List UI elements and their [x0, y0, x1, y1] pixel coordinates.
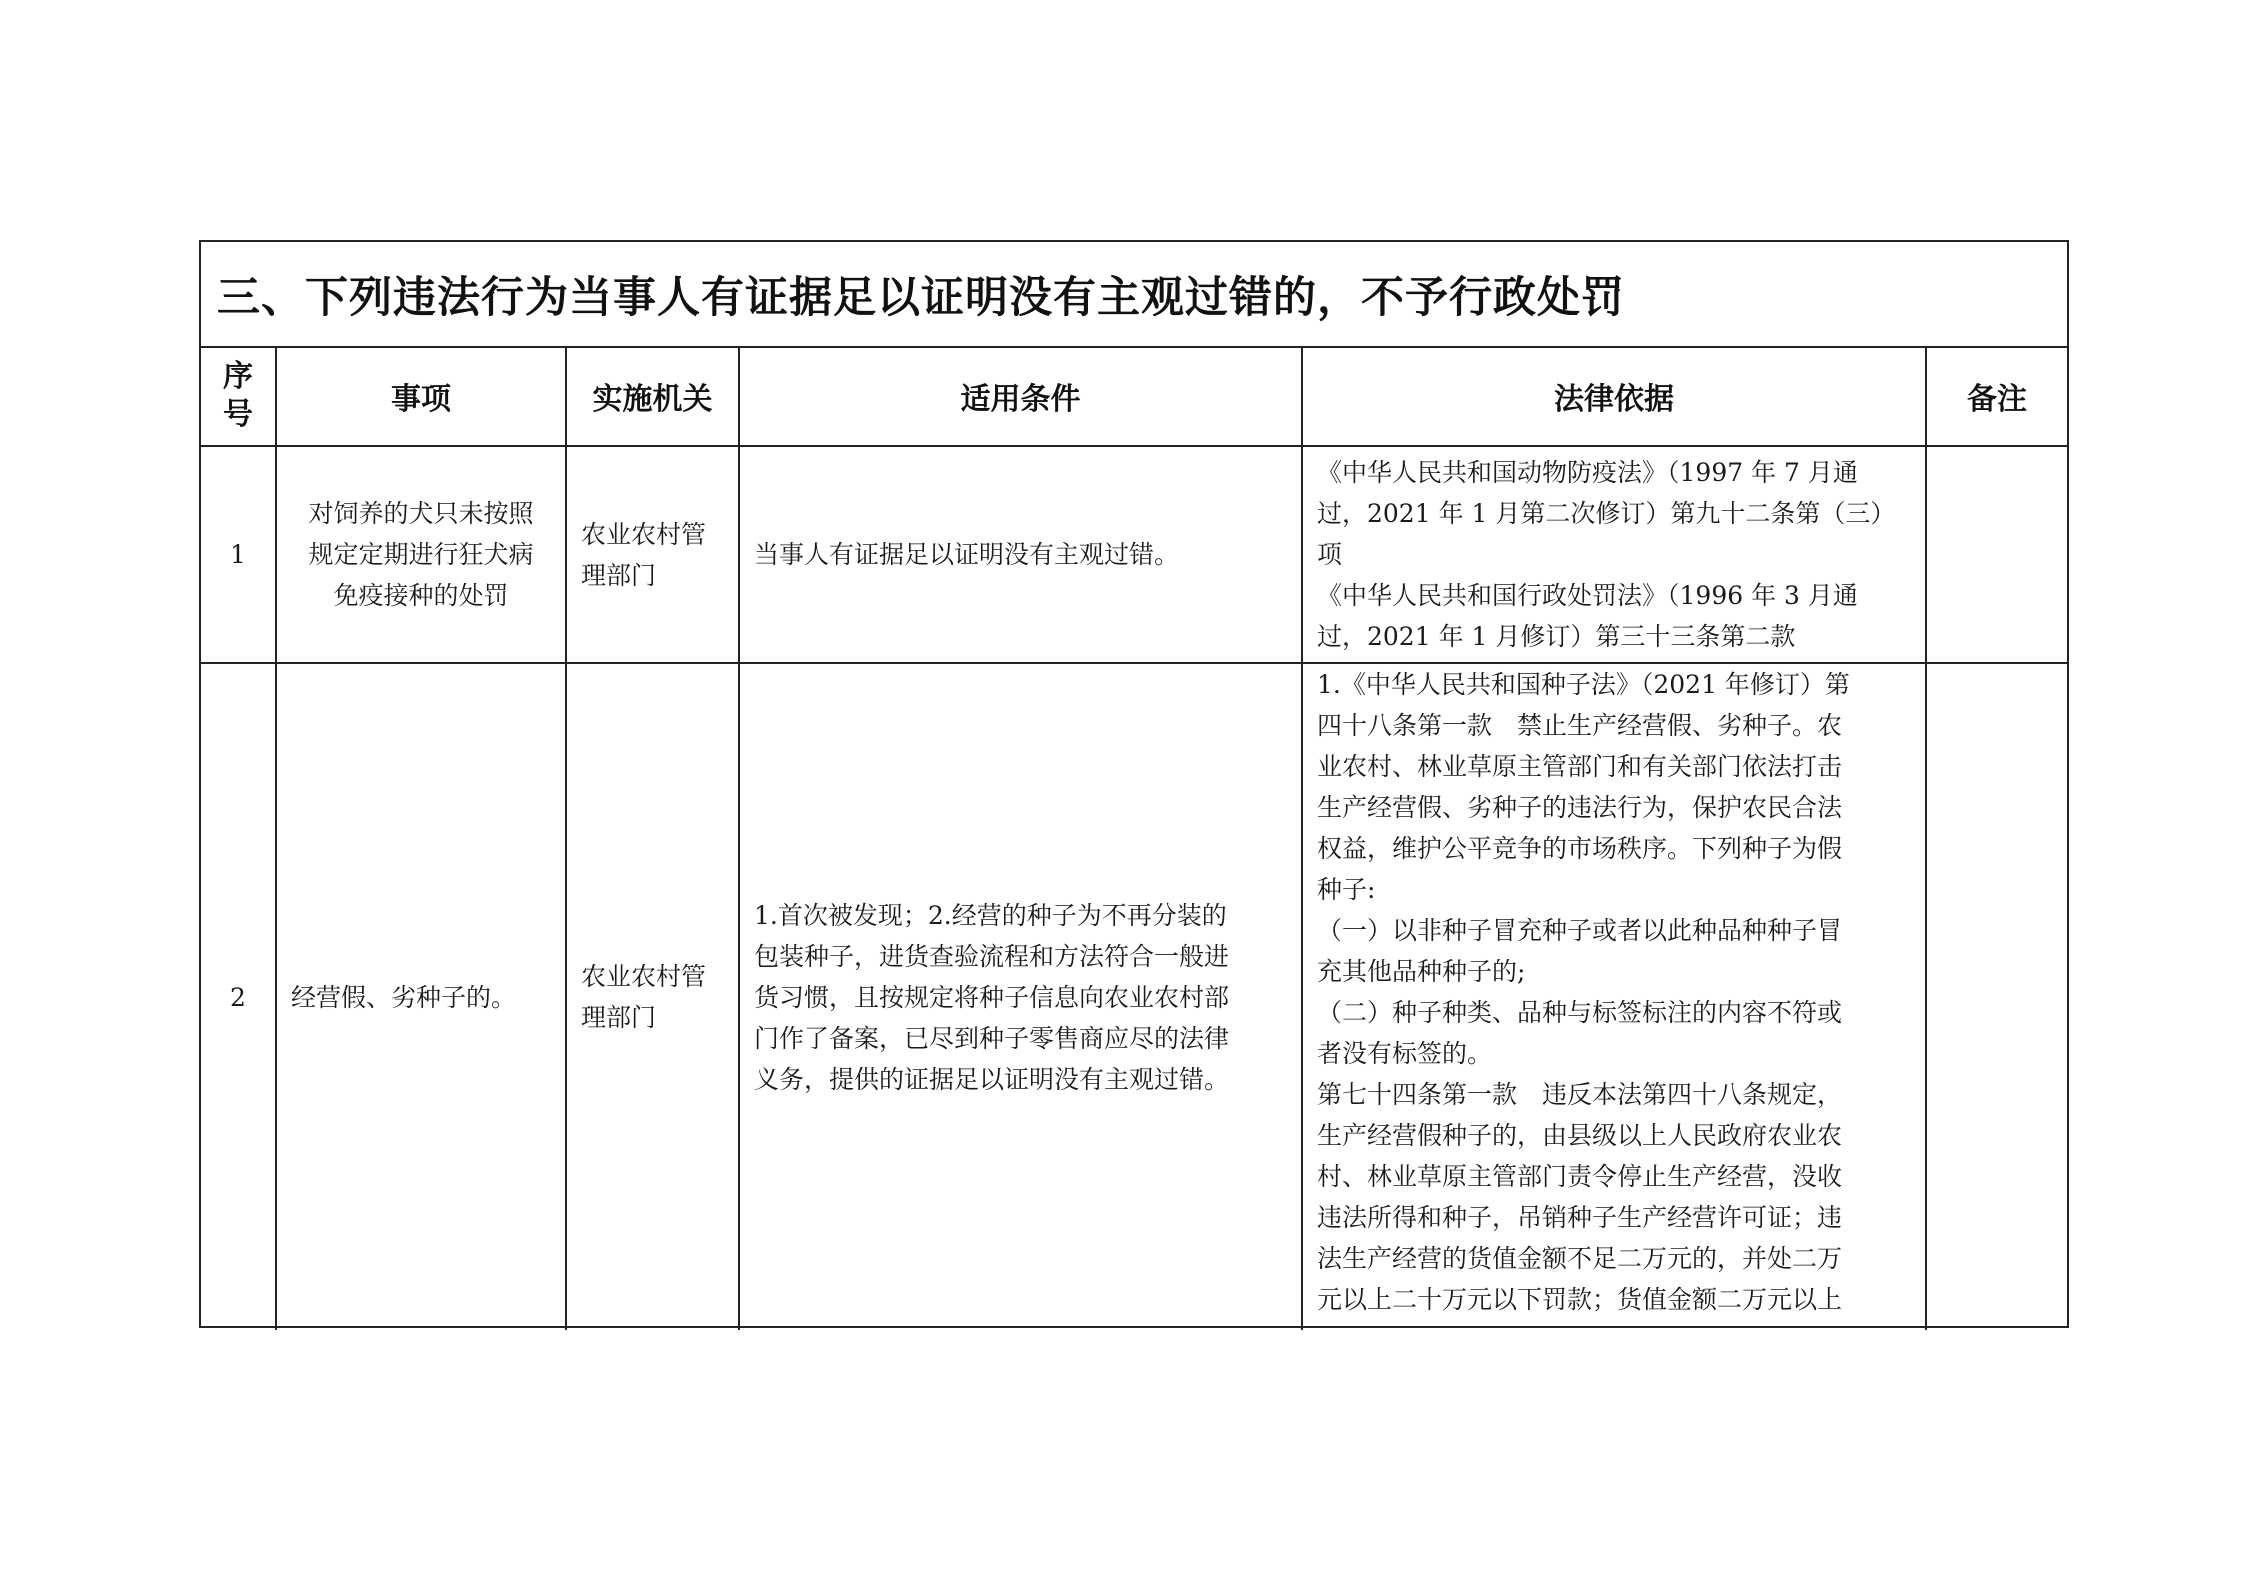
row-legal-line: 四十八条第一款 禁止生产经营假、劣种子。农: [1317, 711, 1843, 740]
row-seq: [201, 446, 276, 663]
row-legal-line: （一）以非种子冒充种子或者以此种品种种子冒: [1317, 916, 1843, 945]
row-legal-line: 违法所得和种子，吊销种子生产经营许可证；违: [1317, 1203, 1843, 1232]
row-agency: [566, 663, 739, 1330]
row-agency-line: 农业农村管: [581, 519, 707, 549]
row-legal-line: 第七十四条第一款 违反本法第四十八条规定，: [1317, 1080, 1843, 1109]
row-legal-basis: [1302, 663, 1926, 1330]
table-grid: [201, 346, 2067, 1330]
row-legal-line: 村、林业草原主管部门责令停止生产经营，没收: [1317, 1162, 1843, 1191]
header-seq: [201, 346, 276, 446]
row-seq: [201, 663, 276, 1330]
row-seq-value: 2: [230, 982, 246, 1012]
header-remarks: 备注: [1926, 346, 2067, 446]
section-title: 三、下列违法行为当事人有证据足以证明没有主观过错的，不予行政处罚: [217, 272, 1625, 323]
row-legal-basis: [1302, 446, 1926, 663]
row-legal-line: 者没有标签的。: [1317, 1039, 1493, 1068]
row-legal-line: 业农村、林业草原主管部门和有关部门依法打击: [1317, 752, 1843, 781]
header-seq-line1: 序: [223, 358, 253, 394]
row-agency-line: 理部门: [581, 560, 657, 590]
row-legal-line: 《中华人民共和国行政处罚法》（1996 年 3 月通: [1317, 581, 1858, 610]
row-legal-line: 种子:: [1317, 875, 1376, 904]
row-agency: [566, 446, 739, 663]
row-legal-line: 生产经营假、劣种子的违法行为，保护农民合法: [1317, 793, 1843, 822]
row-condition-line: 当事人有证据足以证明没有主观过错。: [754, 540, 1180, 569]
row-item-line: 经营假、劣种子的。: [291, 982, 517, 1012]
row-condition: [739, 663, 1302, 1330]
row-item: [276, 663, 566, 1330]
row-legal-line: 过，2021 年 1 月修订）第三十三条第二款: [1317, 622, 1796, 651]
row-condition-line: 包装种子，进货查验流程和方法符合一般进: [754, 941, 1230, 971]
header-agency: 实施机关: [566, 346, 739, 446]
header-row: [201, 346, 2067, 446]
row-legal-line: 生产经营假种子的，由县级以上人民政府农业农: [1317, 1121, 1843, 1150]
row-legal-line: 元以上二十万元以下罚款；货值金额二万元以上: [1317, 1285, 1843, 1314]
row-condition-line: 门作了备案，已尽到种子零售商应尽的法律: [754, 1023, 1230, 1053]
header-condition: 适用条件: [739, 346, 1302, 446]
row-condition-line: 1.首次被发现；2.经营的种子为不再分装的: [754, 900, 1227, 930]
row-remarks: [1926, 446, 2067, 663]
row-legal-line: 1.《中华人民共和国种子法》（2021 年修订）第: [1317, 670, 1850, 699]
row-item-line: 规定定期进行狂犬病: [308, 540, 534, 569]
row-condition-line: 货习惯，且按规定将种子信息向农业农村部: [754, 982, 1230, 1012]
row-legal-line: 《中华人民共和国动物防疫法》（1997 年 7 月通: [1317, 458, 1858, 487]
row-legal-line: （二）种子种类、品种与标签标注的内容不符或: [1317, 998, 1843, 1027]
row-item-line: 对饲养的犬只未按照: [308, 499, 534, 528]
row-item: [276, 446, 566, 663]
table-row: [201, 663, 2067, 1330]
row-remarks: [1926, 663, 2067, 1330]
header-item: 事项: [276, 346, 566, 446]
row-legal-line: 过，2021 年 1 月第二次修订）第九十二条第（三）: [1317, 499, 1896, 528]
header-legal-basis: 法律依据: [1302, 346, 1926, 446]
section-title-row: [201, 242, 2067, 348]
regulation-table: [199, 240, 2069, 1328]
row-item-line: 免疫接种的处罚: [333, 581, 509, 610]
row-agency-line: 理部门: [581, 1003, 657, 1032]
row-agency-line: 农业农村管: [581, 962, 707, 991]
row-condition-line: 义务，提供的证据足以证明没有主观过错。: [754, 1064, 1230, 1094]
row-legal-line: 充其他品种种子的;: [1317, 957, 1526, 986]
row-seq-value: 1: [230, 540, 246, 569]
row-condition: [739, 446, 1302, 663]
row-legal-line: 项: [1317, 540, 1343, 569]
header-seq-line2: 号: [223, 396, 253, 432]
table-row: [201, 446, 2067, 663]
row-legal-line: 权益，维护公平竞争的市场秩序。下列种子为假: [1317, 834, 1843, 863]
row-legal-line: 法生产经营的货值金额不足二万元的，并处二万: [1317, 1244, 1843, 1273]
